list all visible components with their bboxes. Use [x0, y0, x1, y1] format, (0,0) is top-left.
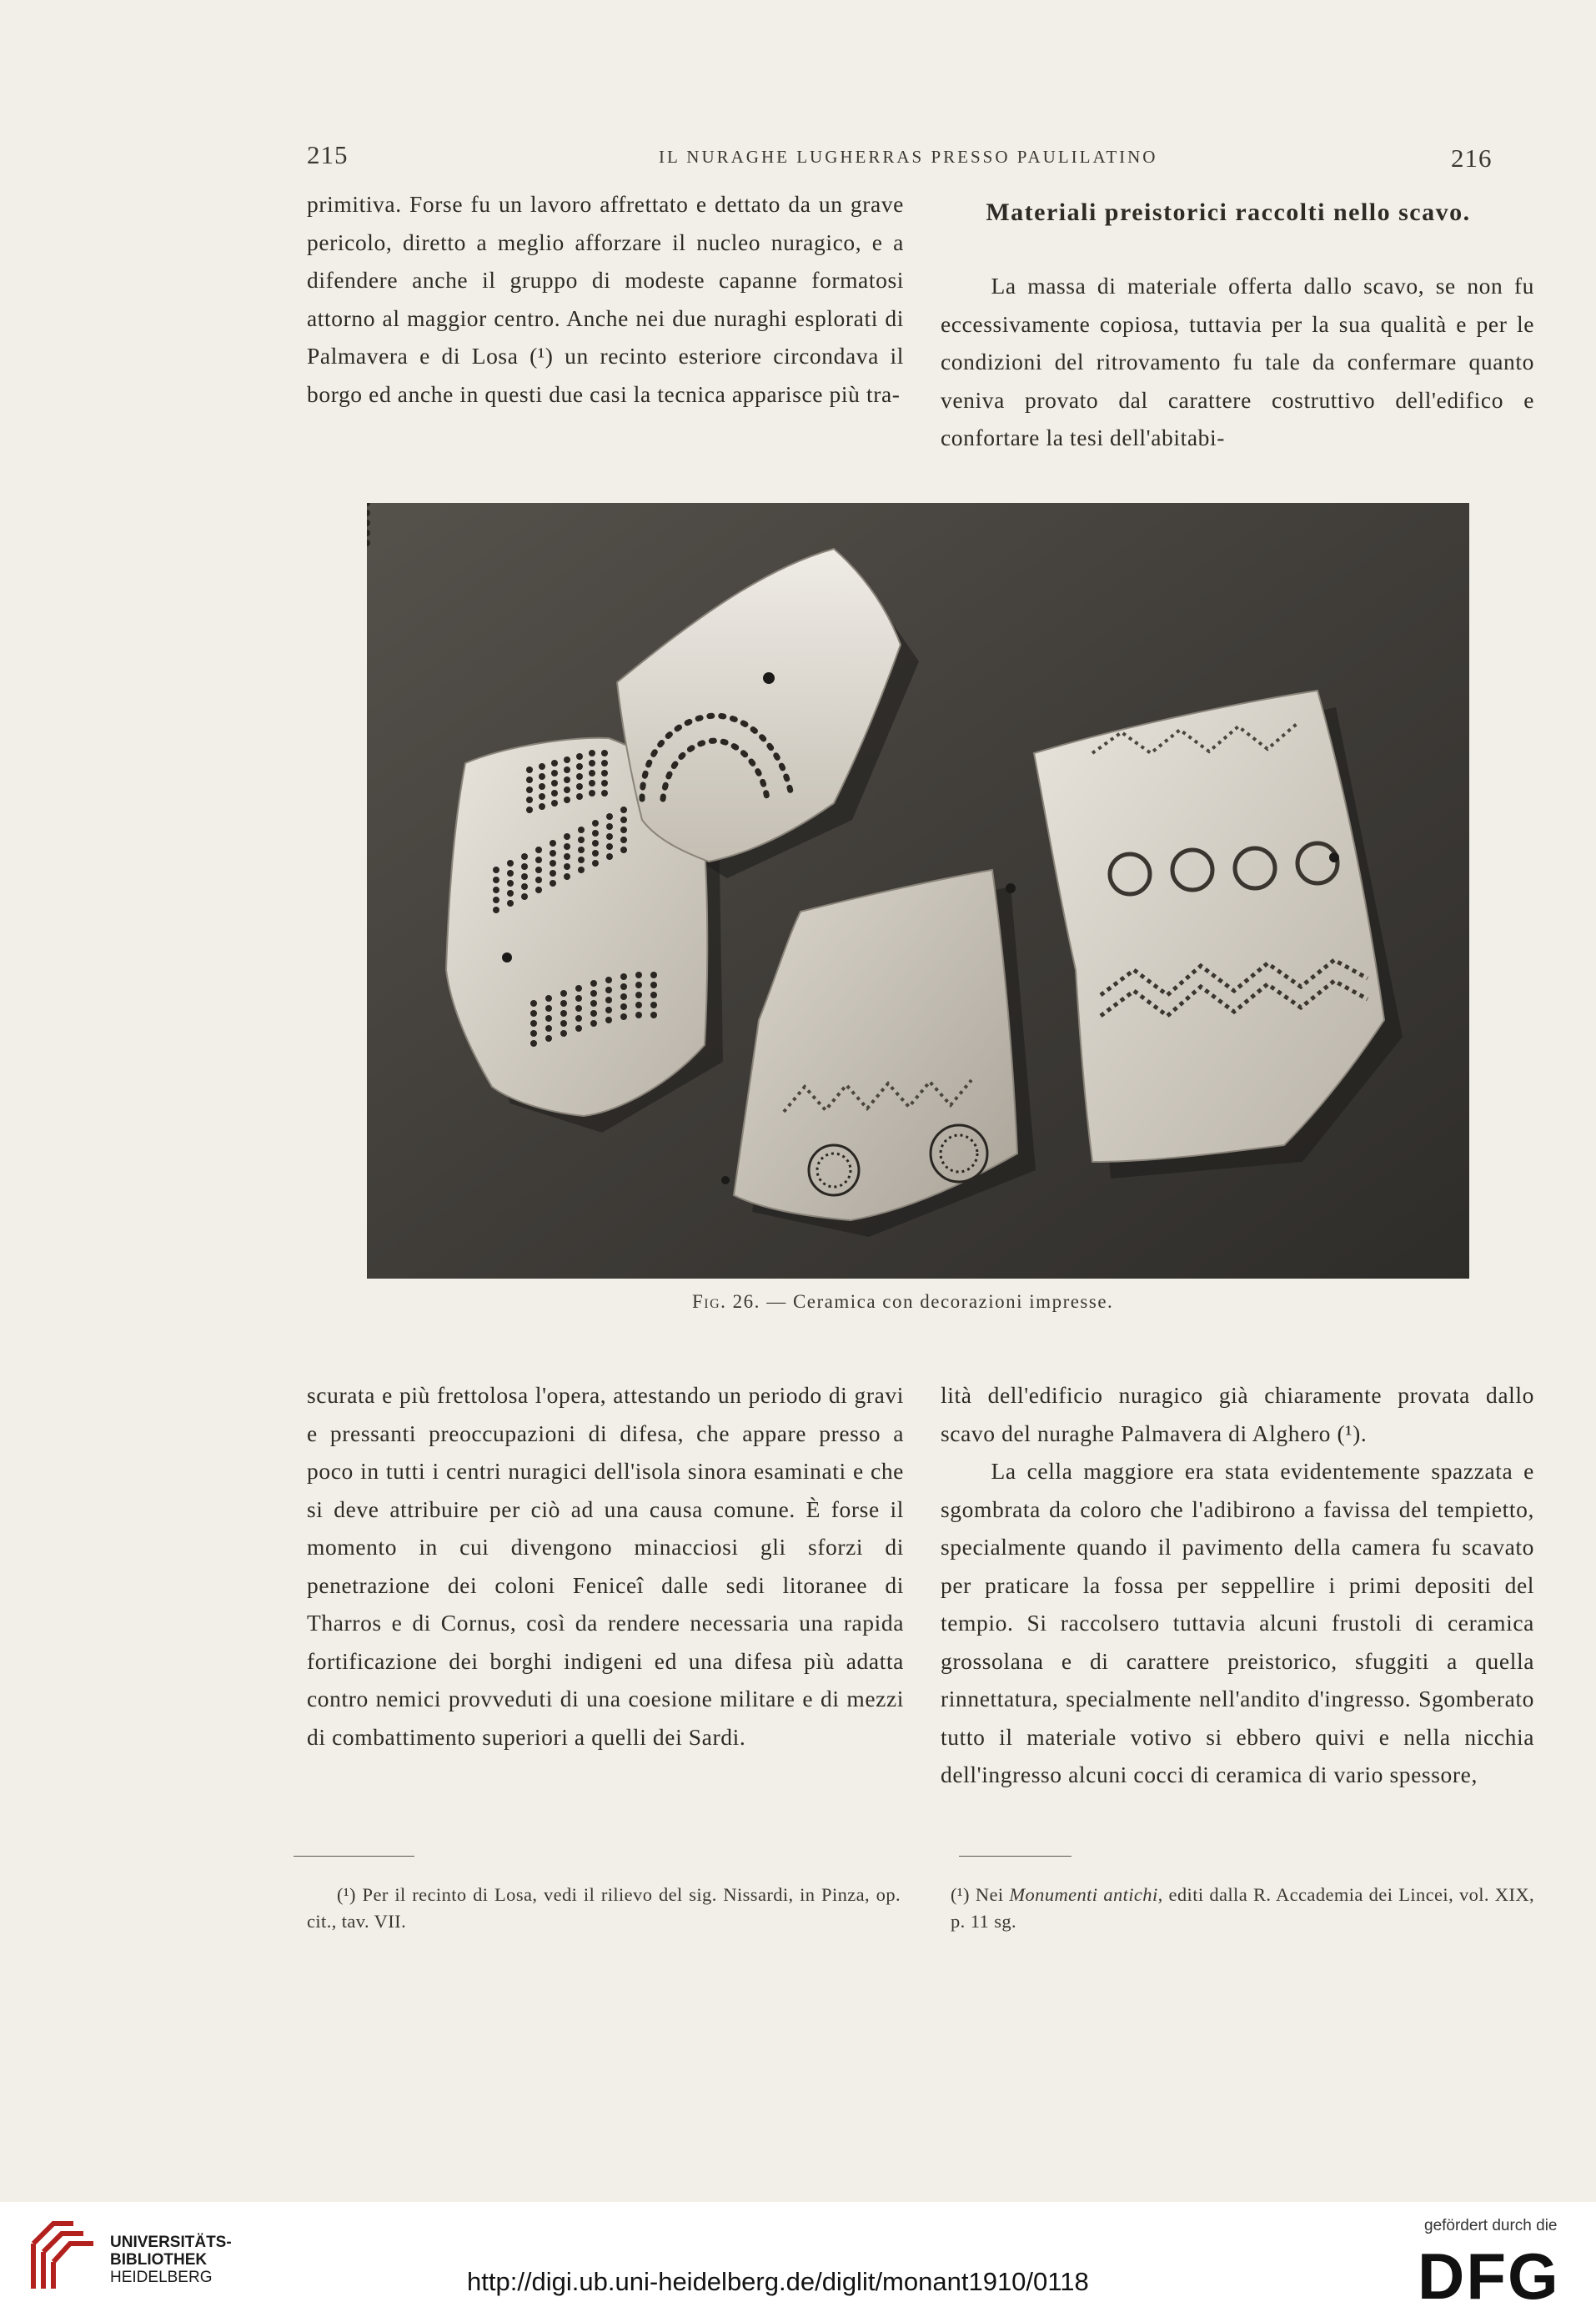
dfg-logo: DFG	[1418, 2239, 1560, 2313]
footnote-left	[307, 1882, 901, 1935]
footnote-rule-right	[959, 1856, 1072, 1857]
section-title: Materiali preistorici raccolti nello scavo.	[986, 199, 1471, 226]
library-name	[110, 2234, 232, 2286]
footnote-text: Per il recinto di Losa, vedi il rilievo del sig. Nissardi, in Pinza, op. cit., tav. VII.	[307, 1884, 901, 1932]
funding-text: gefördert durch die	[1424, 2217, 1558, 2234]
paragraph: lità dell'edificio nuragico già chiaramente provata dallo scavo del nuraghe Palmavera di Alghero (¹).	[941, 1382, 1534, 1446]
paragraph: scurata e più frettolosa l'opera, attestando un periodo di gravi e pressanti preoccupazioni di difesa, che appare presso a poco in tutti i centri nuragici dell'isola sinora esaminati e che si deve attribuire per ciò ad una causa comune. È forse il momento in cui divengono minacciosi gli sforzi di penetrazione dei coloni Feniceî dalle sedi litoranee di Tharros e di Cornus, così da rendere necessaria una rapida fortificazione dei borghi indigeni ed una difesa più adatta contro nemici provveduti di una coesione militare e di mezzi di combattimento superiori a quelli dei Sardi.	[307, 1382, 904, 1750]
paragraph: La massa di materiale offerta dallo scavo, se non fu eccessivamente copiosa, tuttavia per la sua qualità e per le condizioni del ritrovamento fu tale da confermare quanto veniva provato dal carattere costruttivo dell'edifico e confortare la tesi dell'abitabi-	[941, 273, 1534, 450]
bottom-right-column	[941, 1376, 1534, 1794]
top-right-column	[941, 267, 1534, 457]
footnote-rule-left	[294, 1856, 414, 1857]
paragraph: La cella maggiore era stata evidentemente spazzata e sgombrata da coloro che l'adibirono a favissa del tempietto, specialmente quando il pavimento della camera fu scavato per praticare la fossa per seppellire i primi depositi del tempio. Si raccolsero tuttavia alcuni frustoli di ceramica grossolana e di carattere preistorico, sfuggiti a quella rinnettatura, specialmente nell'andito d'ingresso. Sgomberato tutto il materiale votivo si ebbero quivi e nella nicchia dell'ingresso alcuni cocci di ceramica di vario spessore,	[941, 1458, 1534, 1787]
footnote-right	[951, 1882, 1534, 1935]
figure-caption-text: — Ceramica con decorazioni impresse.	[766, 1291, 1114, 1312]
top-left-column	[307, 185, 904, 413]
bottom-left-column	[307, 1376, 904, 1756]
paragraph: primitiva. Forse fu un lavoro affrettato e dettato da un grave pericolo, diretto a meglio afforzare il nucleo nuragico, e a difendere anche il gruppo di modeste capanne formatosi attorno al maggior centro. Anche nei due nuraghi esplorati di Palmavera e di Losa (¹) un recinto esteriore circondava il borgo ed anche in questi due casi la tecnica apparisce più tra-	[307, 191, 904, 407]
library-logo-icon	[28, 2219, 98, 2294]
library-line-2: BIBLIOTHEK	[110, 2251, 208, 2269]
footer-bar	[0, 2202, 1596, 2317]
footnote-text: Nei	[975, 1884, 1004, 1905]
footnote-text: editi dalla R. Accademia dei Lincei, vol. XIX, p. 11 sg.	[951, 1884, 1535, 1932]
footnote-marker: (¹)	[951, 1884, 970, 1905]
left-page-number: 215	[307, 140, 349, 169]
ceramic-fragments-photograph	[367, 503, 1469, 1279]
figure-label: Fig. 26.	[692, 1291, 760, 1312]
page-url-link[interactable]: http://digi.ub.uni-heidelberg.de/diglit/monant1910/0118	[467, 2267, 1089, 2296]
footnote-marker: (¹)	[337, 1884, 356, 1905]
right-page-number: 216	[1451, 143, 1493, 173]
figure-caption	[692, 1291, 1113, 1313]
library-line-1: UNIVERSITÄTS-	[110, 2234, 232, 2251]
library-line-3: HEIDELBERG	[110, 2269, 213, 2286]
running-title: IL NURAGHE LUGHERRAS PRESSO PAULILATINO	[659, 147, 1158, 167]
footnote-italic-title: Monumenti antichi,	[1009, 1884, 1163, 1905]
